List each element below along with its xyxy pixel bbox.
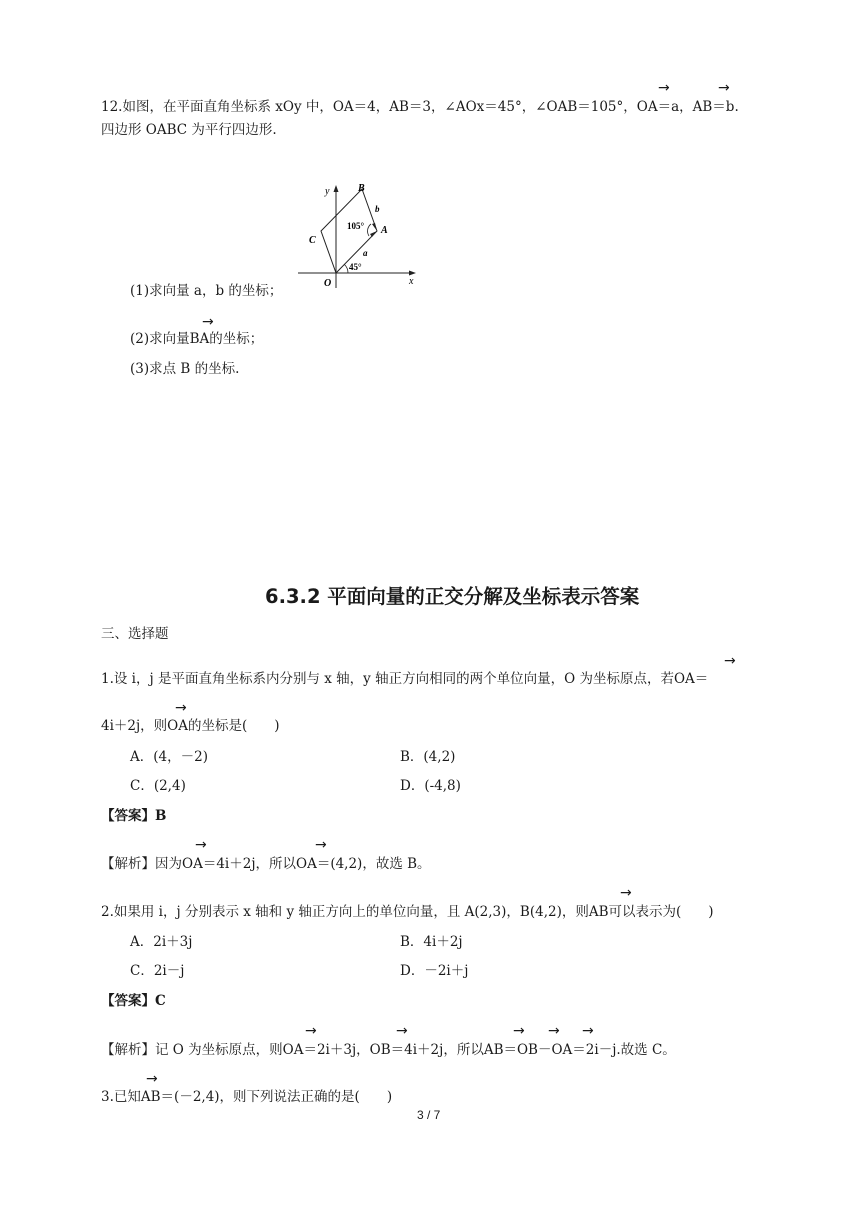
q3-vector-arrow-ab: → (146, 1071, 158, 1087)
q1-statement-line1: 1.设 i，j 是平面直角坐标系内分别与 x 轴，y 轴正方向相同的两个单位向量，O 为坐标原点，若OA＝ (101, 671, 709, 687)
q2-vector-arrow-ab: → (620, 885, 632, 901)
q1-option-c: C．(2,4) (130, 778, 186, 794)
q2-exp-arrow-5: → (582, 1023, 594, 1039)
y-axis-arrowhead (334, 185, 339, 192)
label-x: x (409, 276, 414, 287)
label-origin: O (324, 278, 332, 289)
q2-exp-arrow-2: → (396, 1023, 408, 1039)
label-point-c: C (309, 235, 316, 246)
q3-statement: 3.已知AB＝(－2,4)，则下列说法正确的是( ) (101, 1089, 393, 1105)
q2-option-c: C．2i－j (130, 963, 185, 979)
label-point-a: A (381, 225, 388, 236)
parallelogram-oabc (321, 189, 377, 273)
q2-exp-arrow-4: → (548, 1023, 560, 1039)
q1-option-b: B．(4,2) (400, 749, 456, 765)
q2-option-b: B．4i＋2j (400, 934, 463, 950)
section-title: 6.3.2 平面向量的正交分解及坐标表示答案 (265, 585, 640, 608)
q2-exp-arrow-1: → (305, 1023, 317, 1039)
q1-exp-arrow-1: → (195, 837, 207, 853)
q12-part2: (2)求向量BA的坐标； (130, 331, 264, 347)
label-angle-105: 105° (347, 221, 365, 231)
q2-option-a: A．2i＋3j (130, 934, 193, 950)
vector-arrow-ab: → (718, 80, 730, 96)
vector-arrow-ba: → (202, 314, 214, 330)
angle-45-arc (345, 265, 349, 274)
q1-exp-arrow-2: → (315, 837, 327, 853)
q1-explanation: 【解析】因为OA＝4i＋2j，所以OA＝(4,2)，故选 B。 (101, 856, 431, 872)
vector-a-arrowhead (370, 231, 377, 237)
vector-arrow-oa: → (658, 80, 670, 96)
q2-statement: 2.如果用 i，j 分别表示 x 轴和 y 轴正方向上的单位向量，且 A(2,3)，B(4,2)，则AB可以表示为( ) (101, 904, 714, 920)
q1-vector-arrow-oa-2: → (175, 700, 187, 716)
q1-statement-line2: 4i＋2j，则OA的坐标是( ) (101, 718, 280, 734)
label-y: y (325, 186, 330, 197)
q12-statement-line1: 12.如图，在平面直角坐标系 xOy 中，OA＝4，AB＝3，∠AOx＝45°，∠OAB＝105°，OA＝a，AB＝b. (101, 99, 739, 115)
x-axis-arrowhead (409, 271, 416, 276)
label-vector-b: b (375, 204, 380, 214)
q2-explanation: 【解析】记 O 为坐标原点，则OA＝2i＋3j，OB＝4i＋2j，所以AB＝OB－OA＝2i－j.故选 C。 (101, 1042, 676, 1058)
q1-option-d: D．(-4,8) (400, 778, 461, 794)
label-vector-a: a (363, 248, 368, 258)
q12-part1: (1)求向量 a，b 的坐标； (130, 283, 283, 299)
q2-exp-arrow-3: → (513, 1023, 525, 1039)
parallelogram-figure (296, 180, 420, 290)
q1-vector-arrow-oa-1: → (724, 653, 736, 669)
q2-answer: 【答案】C (101, 993, 166, 1009)
q1-option-a: A．(4，－2) (130, 749, 208, 765)
q2-option-d: D．－2i＋j (400, 963, 469, 979)
vector-b-arrowhead (372, 223, 377, 231)
q12-part3: (3)求点 B 的坐标. (130, 361, 240, 377)
q1-answer: 【答案】B (101, 808, 167, 824)
section-heading: 三、选择题 (101, 626, 169, 642)
q12-statement-line2: 四边形 OABC 为平行四边形. (101, 122, 277, 138)
label-point-b: B (358, 183, 365, 194)
page-number: 3 / 7 (417, 1108, 441, 1122)
label-angle-45: 45° (349, 262, 362, 272)
